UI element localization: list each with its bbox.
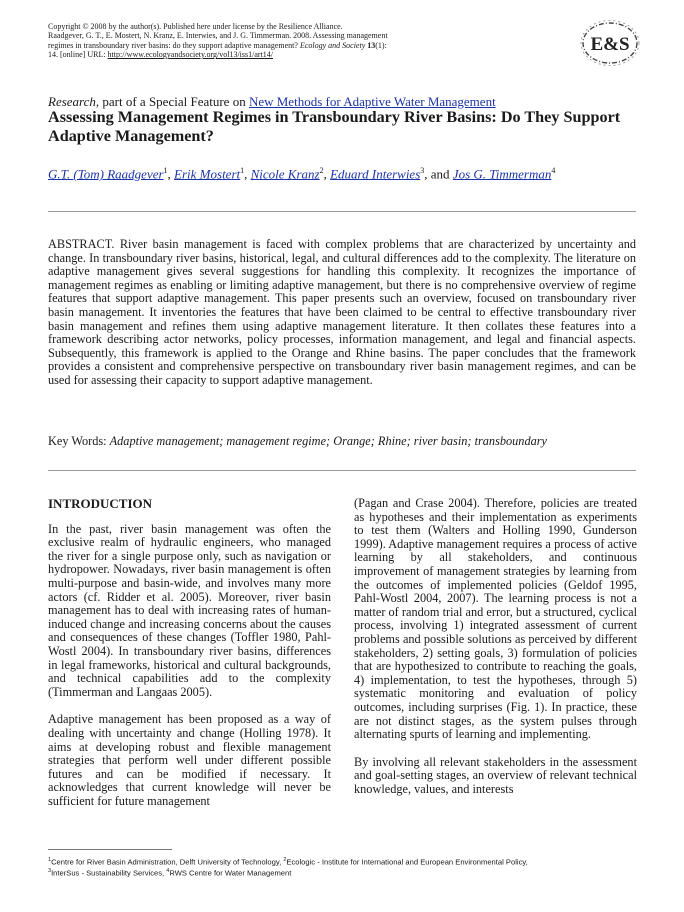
citation-line: regimes in transboundary river basins: do they support adaptive management? [48,40,300,50]
affiliation: RWS Centre for Water Management [169,868,292,878]
author-affiliation-mark: 3 [420,166,425,175]
keywords-terms: Adaptive management; management regime; Orange; Rhine; river basin; transboundary [109,434,547,448]
citation-line: Raadgever, G. T., E. Mostert, N. Kranz, E. Interwies, and J. G. Timmerman. 2008. Assessing management [48,31,388,41]
footnote-mark: 2 [283,857,287,863]
footnote-mark: 1 [48,857,52,863]
special-feature-link[interactable]: New Methods for Adaptive Water Management [248,94,496,109]
feature-prefix-text: , part of a Special Feature on [95,94,249,109]
author-link[interactable]: G.T. (Tom) Raadgever [48,166,164,182]
author-affiliation-mark: 4 [551,166,556,175]
affiliation: InterSus - Sustainability Services, [51,868,167,878]
body-column-right [354,497,637,810]
body-column-left [48,497,331,822]
abstract: ABSTRACT. River basin management is faced with complex problems that are characterized by uncertainty and change. In transboundary river basins, historical, legal, and cultural differences add to the complexity. The literature on adaptive management gives several suggestions for handling this complexity. It recognizes the importance of management regimes as enabling or limiting adaptive management, but there is no comprehensive overview of regime features that support adaptive management. This paper presents such an overview, focused on transboundary river basin management. It inventories the features that have been claimed to be central to effective transboundary river basin management and refines them using adaptive management literature. It then collates these features into a framework describing actor networks, policy processes, information management, and legal and financial aspects. Subsequently, this framework is applied to the Orange and Rhine basins. The paper concludes that the framework provides a consistent and comprehensive perspective on transboundary river basin management regimes, and can be used for assessing their capacity to support adaptive management. [48,237,636,387]
author-affiliation-mark: 1 [240,166,245,175]
author-link[interactable]: Nicole Kranz [250,166,320,182]
article-number: 14. [online] URL: [48,50,108,60]
footnote-mark: 4 [166,868,170,875]
copyright-line: Copyright © 2008 by the author(s). Published here under license by the Resilience Alliance. [48,22,343,31]
body-paragraph: Adaptive management has been proposed as a way of dealing with uncertainty and change (Holling 1978). It aims at developing robust and flexible management strategies that perform well under different possible futures and can be modified if necessary. It acknowledges that current knowledge will never be sufficient for future management [48,712,331,808]
divider [48,470,636,471]
author-affiliation-mark: 1 [163,166,168,175]
body-paragraph: In the past, river basin management was often the exclusive realm of hydraulic engineers, who managed the river for a single purpose only, such as navigation or hydropower. Nowadays, river basin management is often multi-purpose and basin-wide, and involves many more actors (cf. Ridder et al. 2005). Moreover, river basin management has to deal with increasing rates of human-induced change and increasing concerns about the causes and consequences of these changes (Toffler 1980, Pahl-Wostl 2004). In transboundary river basins, differences in legal frameworks, historical and cultural backgrounds, and technical capabilities add to the complexity (Timmerman and Langaas 2005). [48,521,331,699]
author-link[interactable]: Eduard Interwies [330,166,421,182]
author-separator: , and [424,166,453,182]
affiliation: Centre for River Basin Administration, Delft University of Technology, [51,857,284,867]
issue-number: (1): [375,40,387,50]
author-separator: , [244,166,251,182]
affiliations-footnote [48,856,648,878]
divider [48,211,636,212]
journal-logo [578,18,642,68]
keywords-label: Key Words: [48,434,110,448]
author-link[interactable]: Erik Mostert [174,166,241,182]
journal-name: Ecology and Society [299,40,366,50]
article-type: Research [48,94,96,109]
author-affiliation-mark: 2 [319,166,324,175]
article-url-link[interactable]: http://www.ecologyandsociety.org/vol13/iss1/art14/ [107,50,274,60]
logo-text: E&S [590,34,630,55]
author-separator: , [323,166,331,182]
body-paragraph: (Pagan and Crase 2004). Therefore, policies are treated as hypotheses and their implementation as experiments to test them (Walters and Holling 1990, Gunderson 1999). Adaptive management requires a process of active learning by all stakeholders, and continuous improvement of management strategies by learning from the outcomes of implemented policies (Geldof 1995, Pahl-Wostl 2004, 2007). The learning process is not a matter of random trial and error, but a structured, cyclical process, involving 1) integrated assessment of current problems and possible solutions as perceived by different stakeholders, 2) setting goals, 3) formulation of policies that are hypothesized to contribute to reaching the goals, 4) implementation, to test the hypotheses, through 5) systematic monitoring and evaluation of policy outcomes, including surprises (Fig. 1). In practice, these are not distinct stages, as the system pulses through alternating spurts of learning and implementing. [354,496,637,742]
author-list [48,166,648,182]
footnote-divider [48,849,172,850]
author-separator: , [167,166,175,182]
author-link[interactable]: Jos G. Timmerman [452,166,552,182]
volume-number: 13 [365,40,376,50]
section-heading: INTRODUCTION [48,496,153,511]
keywords [48,434,636,449]
body-paragraph: By involving all relevant stakeholders in the assessment and goal-setting stages, an overview of relevant technical knowledge, values, and interests [354,754,637,796]
citation-header [48,22,568,60]
affiliation: Ecologic - Institute for International and European Environmental Policy, [286,857,528,867]
footnote-mark: 3 [48,868,52,875]
article-title: Assessing Management Regimes in Transboundary River Basins: Do They Support Adaptive Management? [48,108,621,145]
